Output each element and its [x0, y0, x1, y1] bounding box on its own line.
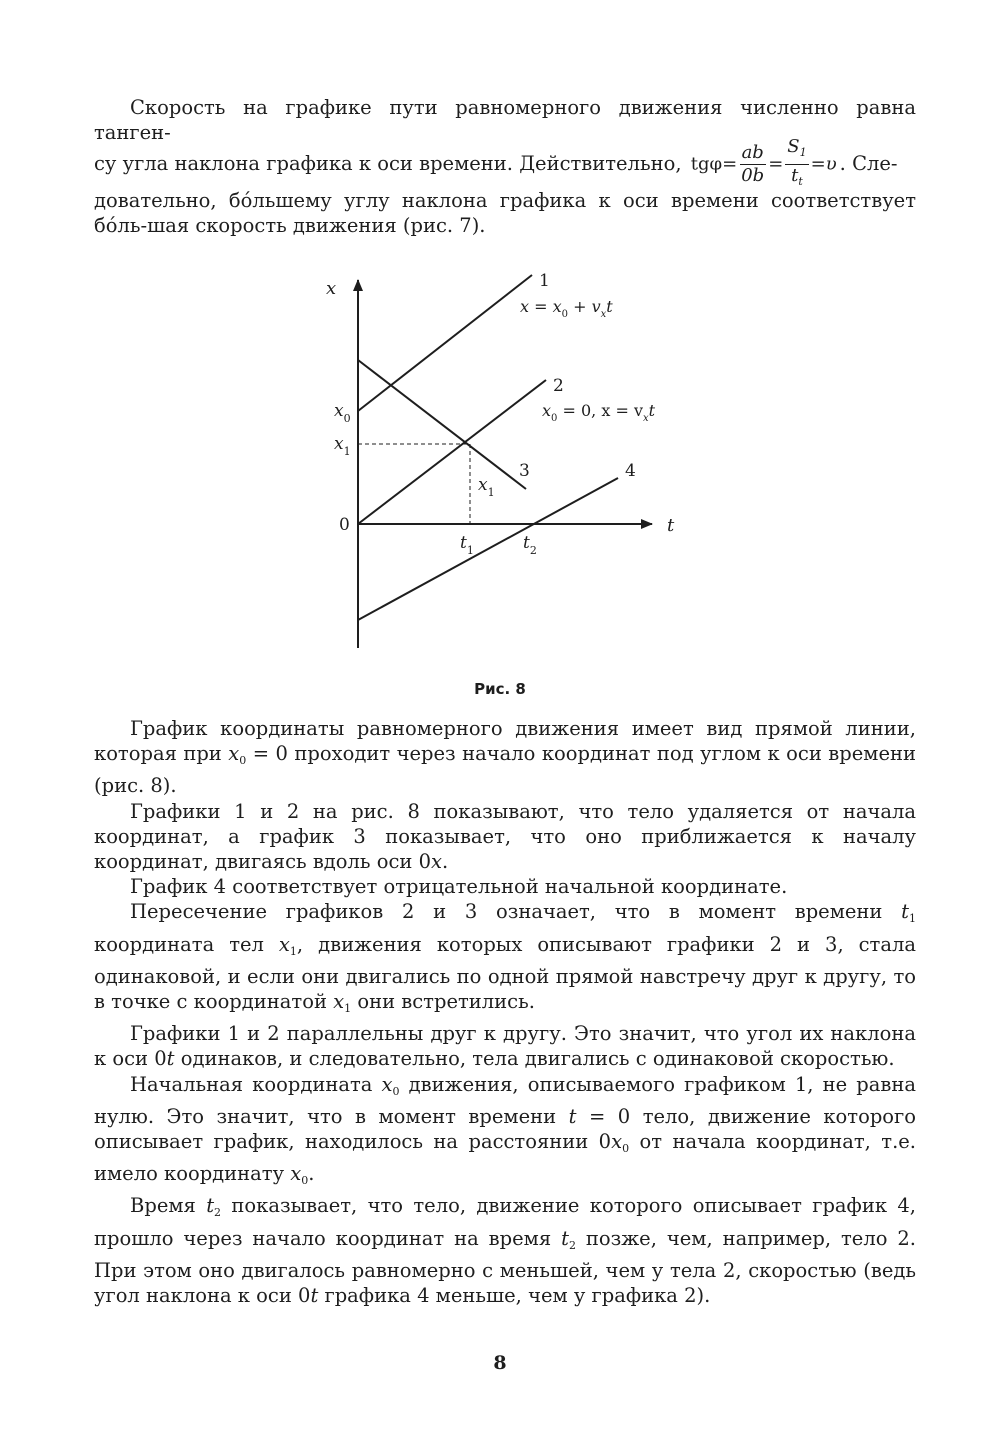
paragraph-5 — [94, 1021, 916, 1071]
line-3-number: 3 — [519, 461, 530, 481]
paragraph-2 — [94, 799, 916, 875]
x0-axis-label: $x_0$ — [334, 401, 351, 425]
fraction-t-symbol: t — [791, 165, 799, 186]
fraction-s-symbol: S — [787, 136, 800, 157]
p4-text-b: координата тел — [94, 932, 279, 956]
p7-sub-t2: 2 — [568, 1238, 576, 1252]
graph-line-2 — [358, 380, 546, 524]
axis-t-label: t — [667, 515, 675, 536]
line-1-equation: $x = x_0 + v_xt$ — [520, 297, 613, 320]
p7-var-t2: t — [561, 1226, 569, 1250]
t1-label: $t_1$ — [460, 533, 474, 557]
p2-text-b: . — [442, 850, 449, 874]
p6-text-d: от начала координат, т.е. имело координату — [94, 1130, 917, 1186]
p4-sub-x2: 1 — [344, 1002, 352, 1016]
intro-line-3 — [94, 188, 916, 238]
p6-text-a: Начальная координата — [130, 1072, 382, 1096]
t2-label: $t_2$ — [523, 533, 537, 557]
p6-sub-x2: 0 — [622, 1142, 630, 1156]
p7-text-d: графика 4 меньше, чем у графика 2). — [318, 1284, 711, 1308]
x1-point-label: $x_1$ — [478, 475, 495, 499]
x1-axis-label: $x_1$ — [334, 434, 351, 458]
line-2-equation: $x_0 = 0$, $x = v_xt$ — [542, 401, 656, 424]
page-number: 8 — [493, 1352, 507, 1374]
intro-line-3-text: довательно, бóльшему углу наклона графика к оси времени соответствует бóль-шая скорость движения (рис. 7). — [94, 189, 916, 238]
p4-text-a: Пересечение графиков 2 и 3 означает, что в момент времени — [130, 900, 902, 924]
paragraph-1 — [94, 716, 916, 799]
p1-var-x: x — [228, 742, 240, 766]
intro-line-2-end: . Сле- — [839, 152, 898, 175]
p6-sub-x: 0 — [392, 1084, 400, 1098]
paragraph-3 — [94, 874, 916, 899]
paragraph-4 — [94, 899, 916, 1021]
fraction-ab-0b — [739, 142, 766, 187]
line-1-number: 1 — [539, 271, 550, 291]
figure-caption: Рис. 8 — [474, 680, 526, 698]
fraction-t-subscript: t — [798, 175, 803, 188]
line-2-number: 2 — [553, 376, 564, 396]
tangent-formula — [691, 136, 837, 193]
p7-text-a: Время — [130, 1194, 207, 1218]
p7-text-c: позже, чем, например, тело 2. При этом оно двигалось равномерно с меньшей, чем у тела 2, скоростью (ведь угол наклона к оси 0 — [94, 1226, 916, 1308]
p2-var-x: x — [431, 850, 443, 874]
paragraph-7 — [94, 1193, 916, 1308]
p2-text-a: Графики 1 и 2 на рис. 8 показывают, что тело удаляется от начала координат, а график 3 показывает, что оно приближается к началу координат, двигаясь вдоль оси 0 — [94, 799, 916, 874]
p4-sub-x: 1 — [289, 944, 297, 958]
p1-text-a: График координаты равномерного движения имеет вид прямой линии, которая при — [94, 717, 916, 766]
p7-var-t3: t — [310, 1284, 319, 1308]
intro-line-2 — [94, 136, 916, 193]
p6-text-c: = 0 тело, движение которого описывает график, находилось на расстоянии 0 — [94, 1104, 916, 1154]
formula-rhs: υ — [825, 153, 837, 175]
p5-text-a: Графики 1 и 2 параллельны друг к другу. Это значит, что угол их наклона к оси 0 — [94, 1022, 916, 1071]
body-text — [94, 716, 916, 1308]
formula-eq-3: = — [810, 153, 826, 175]
formula-eq-1: = — [722, 153, 738, 175]
formula-lhs: tgφ — [690, 153, 723, 175]
figure-8-graph — [320, 268, 700, 658]
fraction-s-t — [785, 136, 808, 193]
fraction-s-numerator — [785, 136, 808, 165]
p6-var-t: t — [568, 1104, 577, 1128]
p6-var-x: x — [381, 1072, 393, 1096]
p3-text: График 4 соответствует отрицательной начальной координате. — [130, 875, 788, 899]
p7-sub-t: 2 — [214, 1206, 222, 1220]
line-4-number: 4 — [625, 461, 636, 481]
p4-var-x: x — [278, 932, 290, 956]
formula-eq-2: = — [768, 153, 784, 175]
p6-var-x3: x — [290, 1162, 302, 1186]
p5-text-b: одинаков, и следовательно, тела двигались с одинаковой скоростью. — [174, 1047, 895, 1071]
paragraph-6 — [94, 1072, 916, 1194]
p5-var-t: t — [166, 1047, 175, 1071]
p7-text-b: показывает, что тело, движение которого описывает график 4, прошло через начало координат на время — [94, 1194, 916, 1250]
p4-text-d: они встретились. — [351, 990, 535, 1014]
p1-sub-0: 0 — [239, 754, 247, 768]
p6-text-b: движения, описываемого графиком 1, не равна нулю. Это значит, что в момент времени — [94, 1072, 916, 1128]
graph-line-4 — [358, 478, 618, 620]
axis-x-label: x — [326, 278, 337, 299]
p6-sub-x3: 0 — [301, 1174, 309, 1188]
intro-line-2-text: су угла наклона графика к оси времени. Действительно, — [94, 152, 682, 175]
p7-var-t: t — [206, 1194, 215, 1218]
p4-sub-t: 1 — [909, 912, 916, 926]
intro-line-1-text: Скорость на графике пути равномерного движения численно равна танген- — [94, 96, 916, 145]
fraction-s-subscript: 1 — [799, 146, 807, 159]
fraction-ab-denominator: 0b — [741, 165, 765, 186]
graph-line-3 — [358, 360, 526, 489]
p1-text-b: = 0 проходит через начало координат под углом к оси времени (рис. 8). — [94, 742, 916, 798]
p6-var-x2: x — [611, 1130, 623, 1154]
fraction-ab-numerator: ab — [741, 142, 764, 163]
p4-var-t: t — [901, 900, 909, 924]
p4-var-x2: x — [333, 990, 345, 1014]
graph-line-1 — [358, 275, 532, 411]
p4-text-c: , движения которых описывают графики 2 и 3, стала одинаковой, и если они двигались по одной прямой навстречу друг к другу, то в точке с координатой — [94, 932, 916, 1014]
p6-text-e: . — [308, 1162, 315, 1186]
origin-label: 0 — [339, 515, 350, 535]
